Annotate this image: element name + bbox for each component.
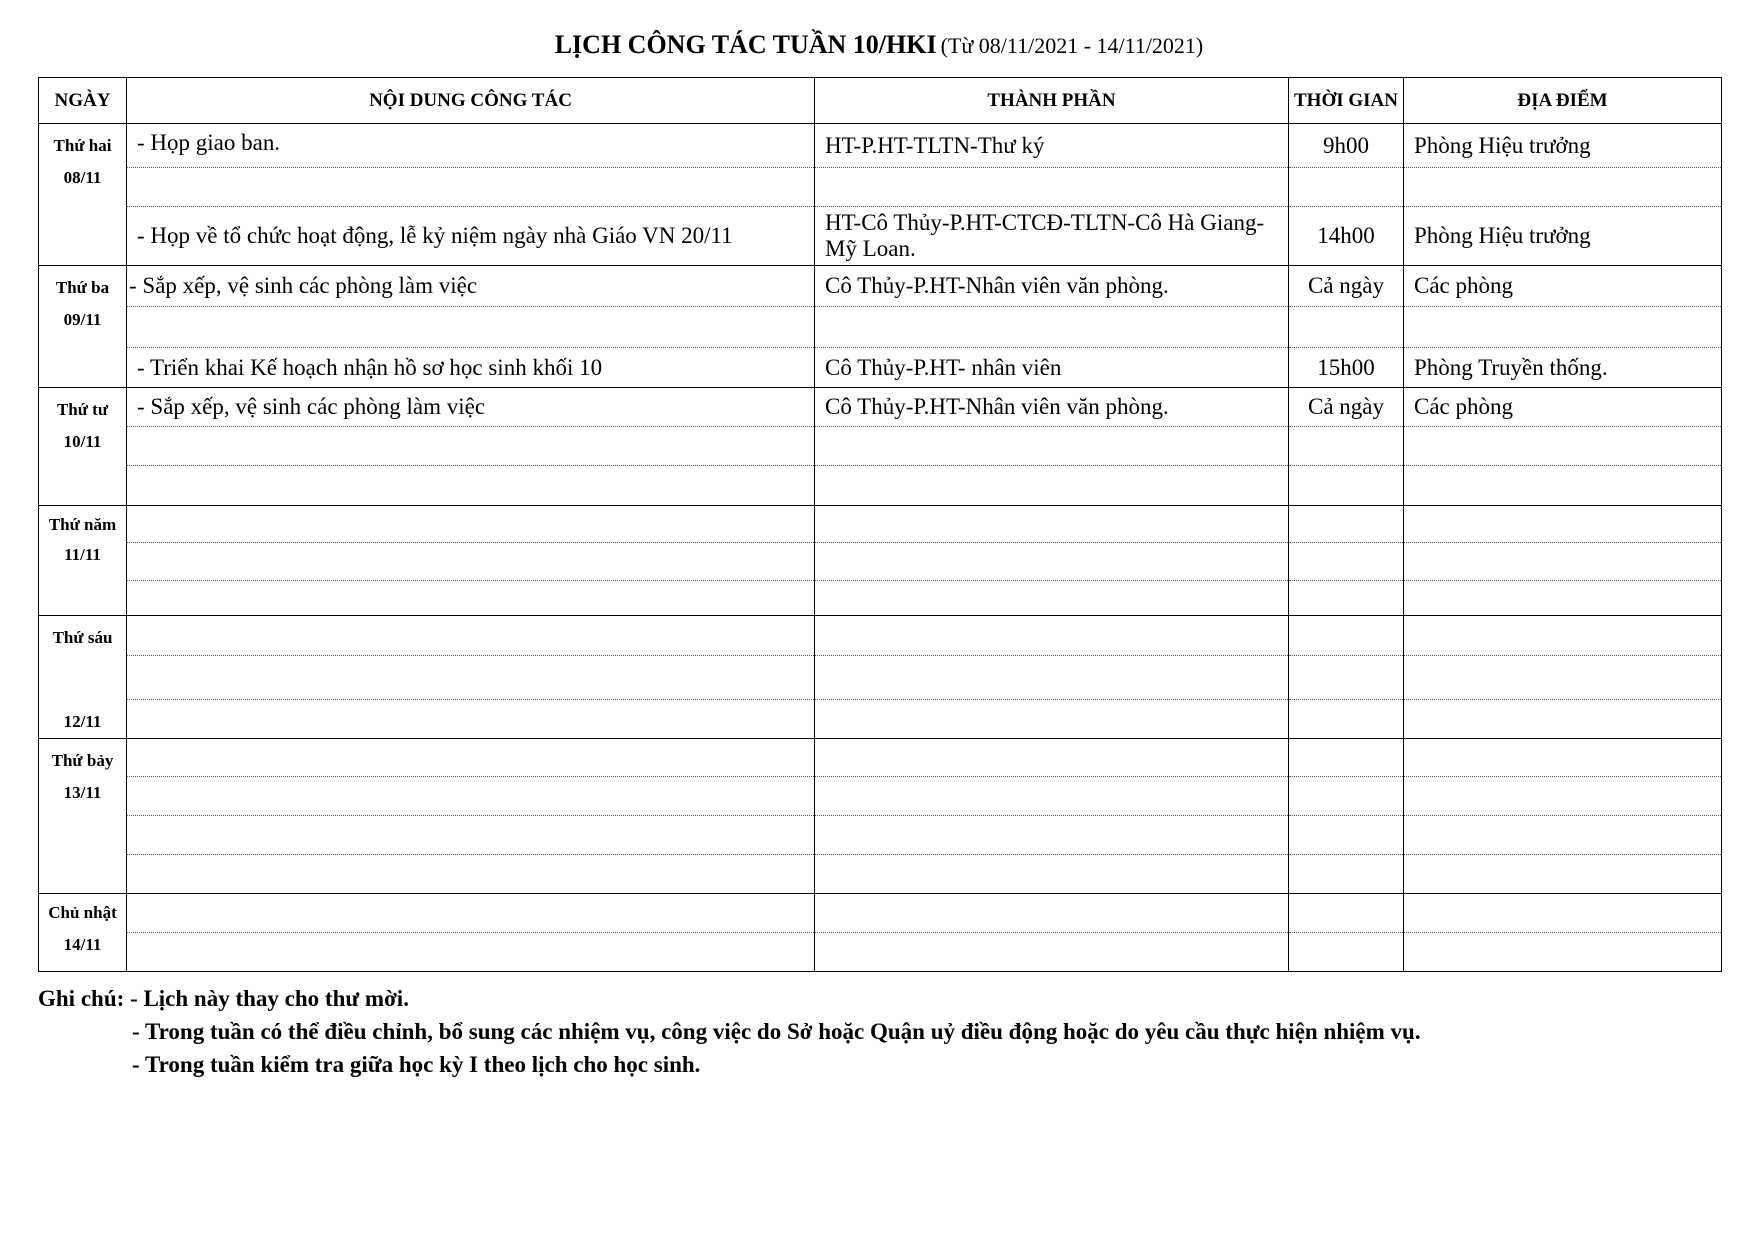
content-cell: - Triển khai Kế hoạch nhận hồ sơ học sinh khối 10 <box>127 348 815 388</box>
table-row <box>39 124 1722 168</box>
table-row <box>39 816 1722 855</box>
participants-cell <box>815 168 1289 207</box>
day-date: 11/11 <box>64 545 101 564</box>
page-title <box>38 30 1720 60</box>
place-cell: Các phòng <box>1404 266 1722 307</box>
place-cell <box>1404 700 1722 739</box>
header-content: NỘI DUNG CÔNG TÁC <box>127 78 815 124</box>
header-time: THỜI GIAN <box>1289 78 1404 124</box>
content-cell <box>127 855 815 894</box>
participants-cell <box>815 816 1289 855</box>
participants-cell: HT-P.HT-TLTN-Thư ký <box>815 124 1289 168</box>
table-row <box>39 427 1722 466</box>
header-participants: THÀNH PHẦN <box>815 78 1289 124</box>
content-cell <box>127 616 815 656</box>
day-cell-thu <box>39 506 127 616</box>
table-row <box>39 894 1722 933</box>
place-cell <box>1404 506 1722 543</box>
participants-cell <box>815 855 1289 894</box>
participants-cell: Cô Thủy-P.HT-Nhân viên văn phòng. <box>815 266 1289 307</box>
time-cell <box>1289 543 1404 581</box>
participants-cell <box>815 700 1289 739</box>
time-cell <box>1289 933 1404 972</box>
place-cell: Phòng Truyền thống. <box>1404 348 1722 388</box>
table-row <box>39 700 1722 739</box>
time-cell <box>1289 855 1404 894</box>
table-row <box>39 388 1722 427</box>
place-cell <box>1404 656 1722 700</box>
place-cell <box>1404 933 1722 972</box>
day-date: 08/11 <box>63 168 102 187</box>
time-cell <box>1289 427 1404 466</box>
time-cell <box>1289 777 1404 816</box>
content-cell <box>127 168 815 207</box>
note-line: - Lịch này thay cho thư mời. <box>130 986 409 1011</box>
day-name: Thứ sáu <box>52 628 113 647</box>
place-cell <box>1404 855 1722 894</box>
day-date: 13/11 <box>63 783 102 802</box>
content-cell <box>127 894 815 933</box>
note-line: - Trong tuần kiểm tra giữa học kỳ I theo lịch cho học sinh. <box>132 1052 701 1077</box>
time-cell <box>1289 700 1404 739</box>
header-day: NGÀY <box>39 78 127 124</box>
participants-cell <box>815 616 1289 656</box>
participants-cell <box>815 506 1289 543</box>
day-cell-wed <box>39 388 127 506</box>
schedule-table <box>38 77 1722 972</box>
table-row <box>39 777 1722 816</box>
place-cell <box>1404 816 1722 855</box>
participants-cell <box>815 543 1289 581</box>
title-date-range: (Từ 08/11/2021 - 14/11/2021) <box>940 33 1204 58</box>
day-cell-sat <box>39 739 127 894</box>
day-name: Thứ tư <box>56 400 109 419</box>
time-cell <box>1289 168 1404 207</box>
time-cell <box>1289 739 1404 777</box>
participants-cell <box>815 581 1289 616</box>
participants-cell <box>815 656 1289 700</box>
time-cell <box>1289 581 1404 616</box>
place-cell <box>1404 616 1722 656</box>
time-cell <box>1289 656 1404 700</box>
notes-label: Ghi chú: <box>38 986 125 1011</box>
participants-cell <box>815 466 1289 506</box>
day-cell-mon <box>39 124 127 266</box>
table-row <box>39 933 1722 972</box>
content-cell <box>127 307 815 348</box>
content-cell <box>127 506 815 543</box>
participants-cell <box>815 427 1289 466</box>
table-row <box>39 266 1722 307</box>
table-row <box>39 739 1722 777</box>
day-name: Thứ ba <box>55 278 110 297</box>
table-row <box>39 466 1722 506</box>
content-cell <box>127 777 815 816</box>
time-cell: Cả ngày <box>1289 266 1404 307</box>
day-name: Thứ bảy <box>51 751 114 770</box>
place-cell: Phòng Hiệu trưởng <box>1404 207 1722 266</box>
table-row <box>39 543 1722 581</box>
day-name: Thứ năm <box>48 515 117 534</box>
note-line: - Trong tuần có thể điều chỉnh, bổ sung các nhiệm vụ, công việc do Sở hoặc Quận uỷ điều động hoặc do yêu cầu thực hiện nhiệm vụ. <box>132 1019 1421 1044</box>
day-date: 14/11 <box>63 935 102 954</box>
participants-cell <box>815 307 1289 348</box>
content-cell: - Họp về tổ chức hoạt động, lễ kỷ niệm ngày nhà Giáo VN 20/11 <box>127 207 815 266</box>
notes <box>38 982 1421 1081</box>
place-cell <box>1404 739 1722 777</box>
place-cell <box>1404 307 1722 348</box>
header-place: ĐỊA ĐIỂM <box>1404 78 1722 124</box>
place-cell <box>1404 777 1722 816</box>
title-main: LỊCH CÔNG TÁC TUẦN 10/HKI <box>554 30 937 59</box>
place-cell <box>1404 894 1722 933</box>
participants-cell: HT-Cô Thủy-P.HT-CTCĐ-TLTN-Cô Hà Giang-Mỹ Loan. <box>815 207 1289 266</box>
content-cell: - Sắp xếp, vệ sinh các phòng làm việc <box>127 388 815 427</box>
day-cell-sun <box>39 894 127 972</box>
place-cell <box>1404 581 1722 616</box>
time-cell <box>1289 506 1404 543</box>
day-date: 12/11 <box>63 712 102 731</box>
time-cell: 14h00 <box>1289 207 1404 266</box>
table-row <box>39 207 1722 266</box>
day-date: 09/11 <box>63 310 102 329</box>
time-cell <box>1289 466 1404 506</box>
place-cell <box>1404 427 1722 466</box>
time-cell: Cả ngày <box>1289 388 1404 427</box>
participants-cell: Cô Thủy-P.HT-Nhân viên văn phòng. <box>815 388 1289 427</box>
content-cell <box>127 427 815 466</box>
participants-cell <box>815 933 1289 972</box>
content-cell: - Sắp xếp, vệ sinh các phòng làm việc <box>127 266 815 307</box>
time-cell <box>1289 307 1404 348</box>
content-cell <box>127 543 815 581</box>
content-cell <box>127 656 815 700</box>
participants-cell <box>815 894 1289 933</box>
content-cell <box>127 581 815 616</box>
day-name: Thứ hai <box>53 136 112 155</box>
content-cell <box>127 466 815 506</box>
place-cell <box>1404 543 1722 581</box>
table-row <box>39 656 1722 700</box>
content-cell <box>127 739 815 777</box>
content-cell: - Họp giao ban. <box>127 124 815 168</box>
participants-cell <box>815 777 1289 816</box>
table-row <box>39 506 1722 543</box>
time-cell <box>1289 894 1404 933</box>
table-row <box>39 581 1722 616</box>
time-cell <box>1289 616 1404 656</box>
content-cell <box>127 700 815 739</box>
table-row <box>39 855 1722 894</box>
time-cell <box>1289 816 1404 855</box>
place-cell: Phòng Hiệu trưởng <box>1404 124 1722 168</box>
place-cell: Các phòng <box>1404 388 1722 427</box>
participants-cell <box>815 739 1289 777</box>
day-date: 10/11 <box>63 432 102 451</box>
table-row <box>39 616 1722 656</box>
participants-cell: Cô Thủy-P.HT- nhân viên <box>815 348 1289 388</box>
day-cell-fri <box>39 616 127 739</box>
content-cell <box>127 816 815 855</box>
table-row <box>39 168 1722 207</box>
day-cell-tue <box>39 266 127 388</box>
place-cell <box>1404 466 1722 506</box>
day-name: Chủ nhật <box>48 903 117 922</box>
table-row <box>39 307 1722 348</box>
time-cell: 9h00 <box>1289 124 1404 168</box>
content-cell <box>127 933 815 972</box>
place-cell <box>1404 168 1722 207</box>
time-cell: 15h00 <box>1289 348 1404 388</box>
table-row <box>39 348 1722 388</box>
header-row <box>39 78 1722 124</box>
